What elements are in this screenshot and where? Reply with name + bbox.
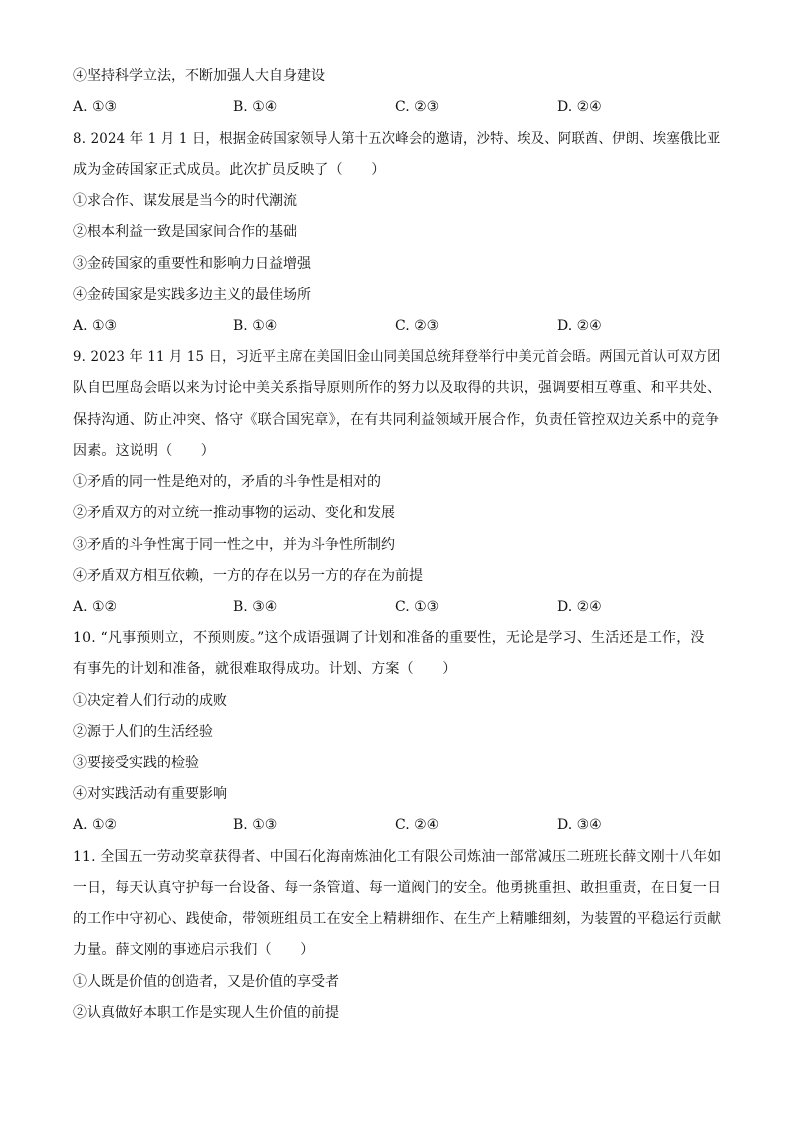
option-b: B. ①③ xyxy=(233,817,278,833)
statement-3: ③金砖国家的重要性和影响力日益增强 xyxy=(73,256,311,272)
question-8-text: 8. 2024 年 1 月 1 日，根据金砖国家领导人第十五次峰会的邀请，沙特、埃及、阿联酋、伊朗、埃塞俄比亚 xyxy=(73,131,721,147)
statement-1: ①矛盾的同一性是绝对的，矛盾的斗争性是相对的 xyxy=(73,474,381,490)
option-b: B. ①④ xyxy=(233,99,278,115)
question-11-text: 11. 全国五一劳动奖章获得者、中国石化海南炼油化工有限公司炼油一部常减压二班班长薛文刚十八年如 xyxy=(73,849,722,865)
question-11-text: 的工作中守初心、践使命，带领班组员工在安全上精耕细作、在生产上精雕细刻，为装置的平稳运行贡献 xyxy=(73,911,722,927)
question-9-text: 因素。这说明（ ） xyxy=(73,443,215,459)
option-c: C. ②③ xyxy=(395,318,440,334)
statement-2: ②矛盾双方的对立统一推动事物的运动、变化和发展 xyxy=(73,505,395,521)
question-9-text: 9. 2023 年 11 月 15 日，习近平主席在美国旧金山同美国总统拜登举行中美元首会晤。两国元首认可双方团 xyxy=(73,349,721,365)
statement-1: ①求合作、谋发展是当今的时代潮流 xyxy=(73,193,297,209)
statement-1: ①决定着人们行动的成败 xyxy=(73,693,227,709)
option-c: C. ①③ xyxy=(395,599,440,615)
option-d: D. ②④ xyxy=(557,318,602,334)
option-b: B. ①④ xyxy=(233,318,278,334)
option-d: D. ②④ xyxy=(557,599,602,615)
question-8-text: 成为金砖国家正式成员。此次扩员反映了（ ） xyxy=(73,162,386,178)
options-q8 xyxy=(73,316,713,336)
option-d: D. ③④ xyxy=(557,817,602,833)
question-10-text: 有事先的计划和准备，就很难取得成功。计划、方案（ ） xyxy=(73,661,457,677)
option-c: C. ②④ xyxy=(395,817,440,833)
statement-2: ②认真做好本职工作是实现人生价值的前提 xyxy=(73,1005,339,1021)
question-11-text: 一日，每天认真守护每一台设备、每一条管道、每一道阀门的安全。他勇挑重担、敢担重责，在日复一日 xyxy=(73,880,722,896)
option-b: B. ③④ xyxy=(233,599,278,615)
option-d: D. ②④ xyxy=(557,99,602,115)
question-10-text: 10. “凡事预则立，不预则废。”这个成语强调了计划和准备的重要性，无论是学习、生活还是工作，没 xyxy=(73,630,705,646)
statement-4: ④矛盾双方相互依赖，一方的存在以另一方的存在为前提 xyxy=(73,568,423,584)
question-9-text: 队自巴厘岛会晤以来为讨论中美关系指导原则所作的努力以及取得的共识，强调要相互尊重、和平共处、 xyxy=(73,380,722,396)
option-c: C. ②③ xyxy=(395,99,440,115)
statement-4: ④对实践活动有重要影响 xyxy=(73,786,227,802)
question-11-text: 力量。薛文刚的事迹启示我们（ ） xyxy=(73,942,315,958)
options-q7 xyxy=(73,97,713,117)
options-q10 xyxy=(73,815,713,835)
option-a: A. ①③ xyxy=(73,318,118,334)
statement-1: ①人既是价值的创造者，又是价值的享受者 xyxy=(73,974,339,990)
statement-q7-4: ④坚持科学立法，不断加强人大自身建设 xyxy=(73,68,325,84)
options-q9 xyxy=(73,597,713,617)
statement-4: ④金砖国家是实践多边主义的最佳场所 xyxy=(73,287,311,303)
option-a: A. ①② xyxy=(73,599,118,615)
statement-2: ②根本利益一致是国家间合作的基础 xyxy=(73,224,297,240)
question-9-text: 保持沟通、防止冲突、恪守《联合国宪章》，在有共同利益领域开展合作，负责任管控双边关系中的竞争 xyxy=(73,412,720,428)
option-a: A. ①② xyxy=(73,817,118,833)
option-a: A. ①③ xyxy=(73,99,118,115)
statement-3: ③矛盾的斗争性寓于同一性之中，并为斗争性所制约 xyxy=(73,537,395,553)
statement-3: ③要接受实践的检验 xyxy=(73,755,199,771)
statement-2: ②源于人们的生活经验 xyxy=(73,724,213,740)
